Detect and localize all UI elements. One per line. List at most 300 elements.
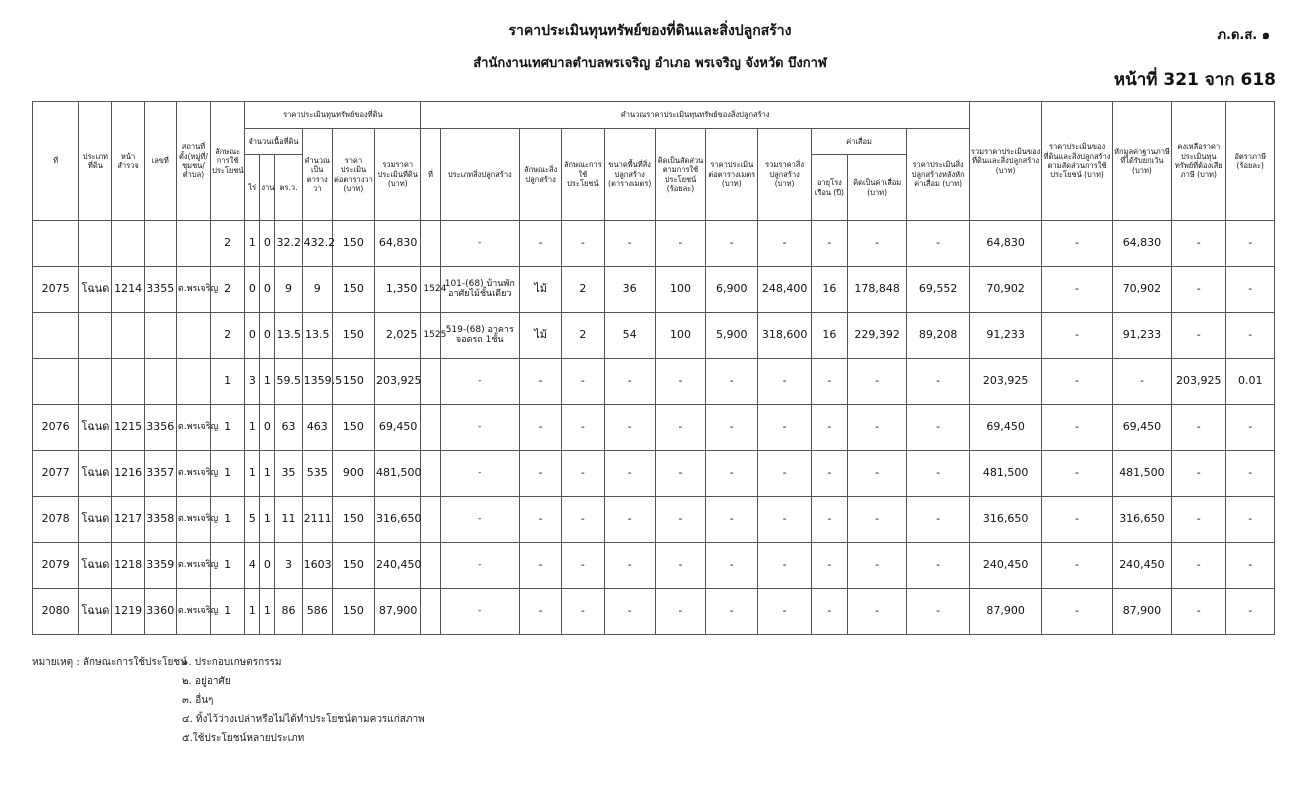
col-age: อายุโรงเรือน (ปี) — [811, 155, 847, 221]
col-bldg-use: ลักษณะการใช้ประโยชน์ — [562, 129, 604, 221]
cell-rai: 0 — [245, 313, 260, 359]
cell-bldg-char: - — [520, 543, 562, 589]
cell-age: 16 — [811, 267, 847, 313]
cell-bldg-type: - — [440, 497, 519, 543]
table-row — [33, 543, 1275, 589]
cell-doc-no: 3359 — [144, 543, 176, 589]
cell-location — [176, 313, 210, 359]
form-code: ภ.ด.ส. ๑ — [1217, 28, 1270, 43]
cell-exemption: 87,900 — [1112, 589, 1171, 635]
col-taxable: คงเหลือราคาประเมินทุนทรัพย์ที่ต้องเสียภาษี (บาท) — [1172, 102, 1226, 221]
cell-doc-no: 3358 — [144, 497, 176, 543]
cell-bldg-use: 2 — [562, 313, 604, 359]
cell-age: - — [811, 589, 847, 635]
cell-no — [33, 359, 79, 405]
cell-use-pct: 100 — [655, 267, 705, 313]
cell-age: - — [811, 221, 847, 267]
cell-total-value: 316,650 — [969, 497, 1041, 543]
cell-location: ต.พรเจริญ — [176, 267, 210, 313]
cell-use-pct: - — [655, 359, 705, 405]
cell-taxable: - — [1172, 405, 1226, 451]
cell-bldg-no — [421, 451, 440, 497]
cell-price-per-wah: 150 — [332, 543, 374, 589]
cell-bldg-type: - — [440, 543, 519, 589]
cell-price-per-wah: 150 — [332, 405, 374, 451]
cell-exemption: 240,450 — [1112, 543, 1171, 589]
cell-proportion-value: - — [1042, 267, 1112, 313]
cell-land-total: 69,450 — [375, 405, 421, 451]
col-tax-rate: อัตราภาษี (ร้อยละ) — [1226, 102, 1275, 221]
cell-age: - — [811, 451, 847, 497]
cell-no: 2079 — [33, 543, 79, 589]
col-bldg-no: ที่ — [421, 129, 440, 221]
cell-location: ต.พรเจริญ — [176, 589, 210, 635]
cell-total-value: 203,925 — [969, 359, 1041, 405]
cell-taxable: - — [1172, 543, 1226, 589]
cell-total-value: 87,900 — [969, 589, 1041, 635]
cell-bldg-type: 101-(68) บ้านพักอาศัยไม้ชั้นเดียว — [440, 267, 519, 313]
cell-price-per-sqm: 5,900 — [706, 313, 758, 359]
table-row — [33, 497, 1275, 543]
cell-ngan: 0 — [260, 543, 275, 589]
cell-bldg-net: - — [907, 543, 970, 589]
cell-calc-wah: 432.2 — [302, 221, 332, 267]
cell-bldg-total: - — [758, 405, 811, 451]
cell-use-pct: 100 — [655, 313, 705, 359]
cell-bldg-area: - — [604, 451, 655, 497]
cell-exemption: - — [1112, 359, 1171, 405]
cell-no: 2078 — [33, 497, 79, 543]
cell-bldg-total: - — [758, 359, 811, 405]
table-row — [33, 313, 1275, 359]
cell-bldg-type: - — [440, 359, 519, 405]
cell-price-per-sqm: 6,900 — [706, 267, 758, 313]
cell-rai: 4 — [245, 543, 260, 589]
table-row — [33, 405, 1275, 451]
table-row — [33, 221, 1275, 267]
cell-land-total: 316,650 — [375, 497, 421, 543]
cell-price-per-wah: 150 — [332, 359, 374, 405]
cell-survey-page: 1216 — [112, 451, 144, 497]
cell-total-value: 481,500 — [969, 451, 1041, 497]
cell-bldg-no: 1525 — [421, 313, 440, 359]
cell-land-type: โฉนด — [79, 589, 112, 635]
cell-bldg-area: 36 — [604, 267, 655, 313]
cell-bldg-use: - — [562, 497, 604, 543]
table-body — [33, 221, 1275, 635]
cell-ngan: 0 — [260, 405, 275, 451]
cell-taxable: - — [1172, 451, 1226, 497]
cell-rai: 1 — [245, 589, 260, 635]
cell-bldg-char: - — [520, 451, 562, 497]
cell-survey-page — [112, 359, 144, 405]
document-title: ราคาประเมินทุนทรัพย์ของที่ดินและสิ่งปลูกสร้าง — [508, 23, 792, 39]
cell-bldg-net: - — [907, 497, 970, 543]
cell-bldg-no — [421, 589, 440, 635]
col-use-pct: คิดเป็นสัดส่วนตามการใช้ประโยชน์ (ร้อยละ) — [655, 129, 705, 221]
cell-calc-wah: 9 — [302, 267, 332, 313]
cell-exemption: 481,500 — [1112, 451, 1171, 497]
cell-no: 2077 — [33, 451, 79, 497]
cell-proportion-value: - — [1042, 451, 1112, 497]
document-subtitle: สำนักงานเทศบาลตำบลพรเจริญ อำเภอ พรเจริญ จังหวัด บึงกาฬ — [473, 56, 827, 71]
group-building-valuation: คำนวณราคาประเมินทุนทรัพย์ของสิ่งปลูกสร้าง — [421, 102, 969, 129]
cell-use-pct: - — [655, 221, 705, 267]
cell-rai: 1 — [245, 405, 260, 451]
cell-use-type: 1 — [211, 589, 245, 635]
cell-tax-rate: - — [1226, 405, 1275, 451]
cell-calc-wah: 463 — [302, 405, 332, 451]
col-location: สถานที่ตั้ง(หมู่ที่/ชุมชน/ตำบล) — [176, 102, 210, 221]
cell-bldg-total: - — [758, 451, 811, 497]
cell-use-type: 2 — [211, 267, 245, 313]
cell-age: - — [811, 543, 847, 589]
cell-tax-rate: - — [1226, 221, 1275, 267]
cell-land-type: โฉนด — [79, 543, 112, 589]
cell-ngan: 1 — [260, 497, 275, 543]
cell-bldg-use: - — [562, 221, 604, 267]
cell-depr-value: - — [847, 221, 906, 267]
cell-bldg-area: - — [604, 543, 655, 589]
cell-bldg-total: - — [758, 221, 811, 267]
cell-use-type: 1 — [211, 451, 245, 497]
cell-calc-wah: 1359.5 — [302, 359, 332, 405]
cell-survey-page — [112, 221, 144, 267]
col-total-value: รวมราคาประเมินของที่ดินและสิ่งปลูกสร้าง (บาท) — [969, 102, 1041, 221]
cell-bldg-area: - — [604, 221, 655, 267]
cell-bldg-no — [421, 543, 440, 589]
cell-depr-value: - — [847, 589, 906, 635]
cell-land-total: 240,450 — [375, 543, 421, 589]
cell-ngan: 0 — [260, 267, 275, 313]
cell-land-type: โฉนด — [79, 497, 112, 543]
cell-bldg-net: 89,208 — [907, 313, 970, 359]
table-row — [33, 451, 1275, 497]
cell-no — [33, 313, 79, 359]
col-bldg-type: ประเภทสิ่งปลูกสร้าง — [440, 129, 519, 221]
cell-bldg-no: 1524 — [421, 267, 440, 313]
col-wah: ตร.ว. — [275, 155, 302, 221]
group-land-valuation: ราคาประเมินทุนทรัพย์ของที่ดิน — [245, 102, 421, 129]
cell-depr-value: 229,392 — [847, 313, 906, 359]
cell-bldg-use: - — [562, 359, 604, 405]
cell-use-pct: - — [655, 543, 705, 589]
cell-bldg-no — [421, 405, 440, 451]
cell-wah: 32.2 — [275, 221, 302, 267]
cell-doc-no — [144, 221, 176, 267]
cell-bldg-char: ไม้ — [520, 267, 562, 313]
col-bldg-net: ราคาประเมินสิ่งปลูกสร้างหลังหักค่าเสื่อม (บาท) — [907, 129, 970, 221]
cell-calc-wah: 586 — [302, 589, 332, 635]
cell-bldg-total: - — [758, 543, 811, 589]
cell-no: 2075 — [33, 267, 79, 313]
cell-wah: 86 — [275, 589, 302, 635]
cell-location: ต.พรเจริญ — [176, 451, 210, 497]
cell-bldg-type: 519-(68) อาคารจอดรถ 1ชั้น — [440, 313, 519, 359]
cell-bldg-area: - — [604, 589, 655, 635]
cell-price-per-sqm: - — [706, 359, 758, 405]
col-rai: ไร่ — [245, 155, 260, 221]
cell-taxable: - — [1172, 589, 1226, 635]
cell-location: ต.พรเจริญ — [176, 405, 210, 451]
cell-rai: 1 — [245, 451, 260, 497]
cell-bldg-net: 69,552 — [907, 267, 970, 313]
cell-bldg-type: - — [440, 221, 519, 267]
cell-location: ต.พรเจริญ — [176, 497, 210, 543]
cell-ngan: 1 — [260, 451, 275, 497]
group-land-area: จำนวนเนื้อที่ดิน — [245, 129, 302, 155]
col-bldg-total: รวมราคาสิ่งปลูกสร้าง (บาท) — [758, 129, 811, 221]
cell-wah: 11 — [275, 497, 302, 543]
cell-bldg-char: ไม้ — [520, 313, 562, 359]
cell-doc-no: 3355 — [144, 267, 176, 313]
table-row — [33, 359, 1275, 405]
cell-wah: 59.5 — [275, 359, 302, 405]
cell-tax-rate: - — [1226, 267, 1275, 313]
cell-bldg-area: - — [604, 497, 655, 543]
cell-proportion-value: - — [1042, 405, 1112, 451]
cell-depr-value: - — [847, 497, 906, 543]
cell-price-per-wah: 150 — [332, 267, 374, 313]
table-row — [33, 267, 1275, 313]
col-land-type: ประเภทที่ดิน — [79, 102, 112, 221]
cell-price-per-sqm: - — [706, 221, 758, 267]
note-item: ๕.ใช้ประโยชน์หลายประเภท — [182, 733, 305, 744]
cell-survey-page: 1217 — [112, 497, 144, 543]
col-survey-page: หน้าสำรวจ — [112, 102, 144, 221]
col-price-per-wah: ราคาประเมินต่อตารางวา (บาท) — [332, 129, 374, 221]
table-row — [33, 589, 1275, 635]
cell-price-per-sqm: - — [706, 451, 758, 497]
cell-tax-rate: - — [1226, 589, 1275, 635]
cell-bldg-total: - — [758, 589, 811, 635]
cell-doc-no: 3356 — [144, 405, 176, 451]
cell-location — [176, 221, 210, 267]
cell-land-type: โฉนด — [79, 451, 112, 497]
col-use-type: ลักษณะการใช้ประโยชน์ — [211, 102, 245, 221]
cell-proportion-value: - — [1042, 543, 1112, 589]
cell-total-value: 64,830 — [969, 221, 1041, 267]
cell-survey-page: 1219 — [112, 589, 144, 635]
cell-calc-wah: 535 — [302, 451, 332, 497]
cell-age: - — [811, 405, 847, 451]
cell-bldg-use: - — [562, 589, 604, 635]
cell-location: ต.พรเจริญ — [176, 543, 210, 589]
cell-wah: 35 — [275, 451, 302, 497]
cell-land-total: 64,830 — [375, 221, 421, 267]
cell-exemption: 64,830 — [1112, 221, 1171, 267]
cell-bldg-char: - — [520, 497, 562, 543]
col-price-per-sqm: ราคาประเมินต่อตารางเมตร (บาท) — [706, 129, 758, 221]
col-bldg-area: ขนาดพื้นที่สิ่งปลูกสร้าง (ตารางเมตร) — [604, 129, 655, 221]
cell-depr-value: - — [847, 451, 906, 497]
cell-wah: 3 — [275, 543, 302, 589]
cell-ngan: 1 — [260, 359, 275, 405]
cell-use-type: 1 — [211, 359, 245, 405]
cell-tax-rate: - — [1226, 451, 1275, 497]
cell-depr-value: - — [847, 405, 906, 451]
cell-calc-wah: 1603 — [302, 543, 332, 589]
cell-total-value: 70,902 — [969, 267, 1041, 313]
col-exemption: หักมูลค่าฐานภาษีที่ได้รับยกเว้น (บาท) — [1112, 102, 1171, 221]
cell-bldg-net: - — [907, 405, 970, 451]
cell-doc-no — [144, 313, 176, 359]
cell-ngan: 1 — [260, 589, 275, 635]
col-doc-no: เลขที่ — [144, 102, 176, 221]
cell-bldg-total: 318,600 — [758, 313, 811, 359]
cell-exemption: 69,450 — [1112, 405, 1171, 451]
cell-bldg-char: - — [520, 589, 562, 635]
cell-price-per-sqm: - — [706, 589, 758, 635]
cell-tax-rate: 0.01 — [1226, 359, 1275, 405]
cell-survey-page: 1214 — [112, 267, 144, 313]
cell-land-total: 203,925 — [375, 359, 421, 405]
cell-bldg-char: - — [520, 359, 562, 405]
cell-price-per-sqm: - — [706, 497, 758, 543]
cell-tax-rate: - — [1226, 543, 1275, 589]
cell-price-per-wah: 150 — [332, 589, 374, 635]
cell-depr-value: 178,848 — [847, 267, 906, 313]
cell-bldg-net: - — [907, 359, 970, 405]
cell-doc-no — [144, 359, 176, 405]
cell-bldg-use: - — [562, 451, 604, 497]
cell-wah: 13.5 — [275, 313, 302, 359]
cell-calc-wah: 2111 — [302, 497, 332, 543]
cell-doc-no: 3360 — [144, 589, 176, 635]
cell-use-pct: - — [655, 405, 705, 451]
cell-land-type — [79, 221, 112, 267]
cell-bldg-type: - — [440, 589, 519, 635]
cell-no: 2080 — [33, 589, 79, 635]
note-item: ๓. อื่นๆ — [182, 695, 214, 706]
cell-bldg-type: - — [440, 451, 519, 497]
cell-bldg-no — [421, 359, 440, 405]
cell-bldg-total: - — [758, 497, 811, 543]
cell-use-pct: - — [655, 589, 705, 635]
cell-bldg-area: - — [604, 405, 655, 451]
cell-land-total: 481,500 — [375, 451, 421, 497]
cell-bldg-net: - — [907, 589, 970, 635]
cell-calc-wah: 13.5 — [302, 313, 332, 359]
col-depr-value: คิดเป็นค่าเสื่อม (บาท) — [847, 155, 906, 221]
cell-total-value: 91,233 — [969, 313, 1041, 359]
note-item: ๒. อยู่อาศัย — [182, 676, 231, 687]
col-calc-wah: คำนวณเป็นตารางวา — [302, 129, 332, 221]
cell-use-type: 2 — [211, 221, 245, 267]
cell-wah: 9 — [275, 267, 302, 313]
cell-use-pct: - — [655, 497, 705, 543]
cell-exemption: 316,650 — [1112, 497, 1171, 543]
cell-survey-page — [112, 313, 144, 359]
cell-proportion-value: - — [1042, 313, 1112, 359]
note-item: ๔. ทิ้งไว้ว่างเปล่าหรือไม่ได้ทำประโยชน์ตามควรแก่สภาพ — [182, 714, 425, 725]
cell-bldg-net: - — [907, 451, 970, 497]
cell-ngan: 0 — [260, 313, 275, 359]
cell-land-type — [79, 359, 112, 405]
cell-age: - — [811, 359, 847, 405]
cell-land-type: โฉนด — [79, 267, 112, 313]
cell-land-total: 1,350 — [375, 267, 421, 313]
cell-proportion-value: - — [1042, 221, 1112, 267]
cell-exemption: 70,902 — [1112, 267, 1171, 313]
cell-land-type — [79, 313, 112, 359]
cell-taxable: - — [1172, 497, 1226, 543]
col-proportion-value: ราคาประเมินของที่ดินและสิ่งปลูกสร้างตามสัดส่วนการใช้ประโยชน์ (บาท) — [1042, 102, 1112, 221]
cell-taxable: - — [1172, 313, 1226, 359]
cell-bldg-char: - — [520, 221, 562, 267]
cell-taxable: - — [1172, 221, 1226, 267]
cell-tax-rate: - — [1226, 313, 1275, 359]
cell-bldg-area: 54 — [604, 313, 655, 359]
cell-age: - — [811, 497, 847, 543]
cell-rai: 5 — [245, 497, 260, 543]
cell-bldg-char: - — [520, 405, 562, 451]
cell-survey-page: 1218 — [112, 543, 144, 589]
cell-exemption: 91,233 — [1112, 313, 1171, 359]
cell-ngan: 0 — [260, 221, 275, 267]
cell-use-type: 1 — [211, 543, 245, 589]
cell-survey-page: 1215 — [112, 405, 144, 451]
cell-price-per-sqm: - — [706, 543, 758, 589]
cell-land-total: 87,900 — [375, 589, 421, 635]
cell-proportion-value: - — [1042, 497, 1112, 543]
cell-proportion-value: - — [1042, 359, 1112, 405]
cell-price-per-wah: 150 — [332, 313, 374, 359]
col-no: ที่ — [33, 102, 79, 221]
cell-taxable: - — [1172, 267, 1226, 313]
cell-rai: 1 — [245, 221, 260, 267]
cell-depr-value: - — [847, 359, 906, 405]
cell-bldg-type: - — [440, 405, 519, 451]
cell-price-per-sqm: - — [706, 405, 758, 451]
cell-use-type: 1 — [211, 405, 245, 451]
valuation-table — [32, 101, 1275, 635]
cell-proportion-value: - — [1042, 589, 1112, 635]
cell-price-per-wah: 150 — [332, 497, 374, 543]
cell-rai: 0 — [245, 267, 260, 313]
cell-price-per-wah: 150 — [332, 221, 374, 267]
cell-age: 16 — [811, 313, 847, 359]
cell-taxable: 203,925 — [1172, 359, 1226, 405]
cell-doc-no: 3357 — [144, 451, 176, 497]
cell-use-type: 1 — [211, 497, 245, 543]
page-indicator: หน้าที่ 321 จาก 618 — [1113, 70, 1276, 90]
cell-land-type: โฉนด — [79, 405, 112, 451]
cell-depr-value: - — [847, 543, 906, 589]
cell-tax-rate: - — [1226, 497, 1275, 543]
cell-bldg-area: - — [604, 359, 655, 405]
cell-rai: 3 — [245, 359, 260, 405]
cell-land-total: 2,025 — [375, 313, 421, 359]
cell-bldg-total: 248,400 — [758, 267, 811, 313]
cell-bldg-no — [421, 497, 440, 543]
cell-use-type: 2 — [211, 313, 245, 359]
cell-wah: 63 — [275, 405, 302, 451]
cell-no — [33, 221, 79, 267]
col-bldg-char: ลักษณะสิ่งปลูกสร้าง — [520, 129, 562, 221]
group-depreciation: ค่าเสื่อม — [811, 129, 907, 155]
cell-bldg-net: - — [907, 221, 970, 267]
cell-price-per-wah: 900 — [332, 451, 374, 497]
cell-bldg-use: - — [562, 405, 604, 451]
col-ngan: งาน — [260, 155, 275, 221]
col-land-total: รวมราคาประเมินที่ดิน (บาท) — [375, 129, 421, 221]
cell-bldg-no — [421, 221, 440, 267]
cell-bldg-use: 2 — [562, 267, 604, 313]
cell-total-value: 240,450 — [969, 543, 1041, 589]
cell-total-value: 69,450 — [969, 405, 1041, 451]
cell-use-pct: - — [655, 451, 705, 497]
